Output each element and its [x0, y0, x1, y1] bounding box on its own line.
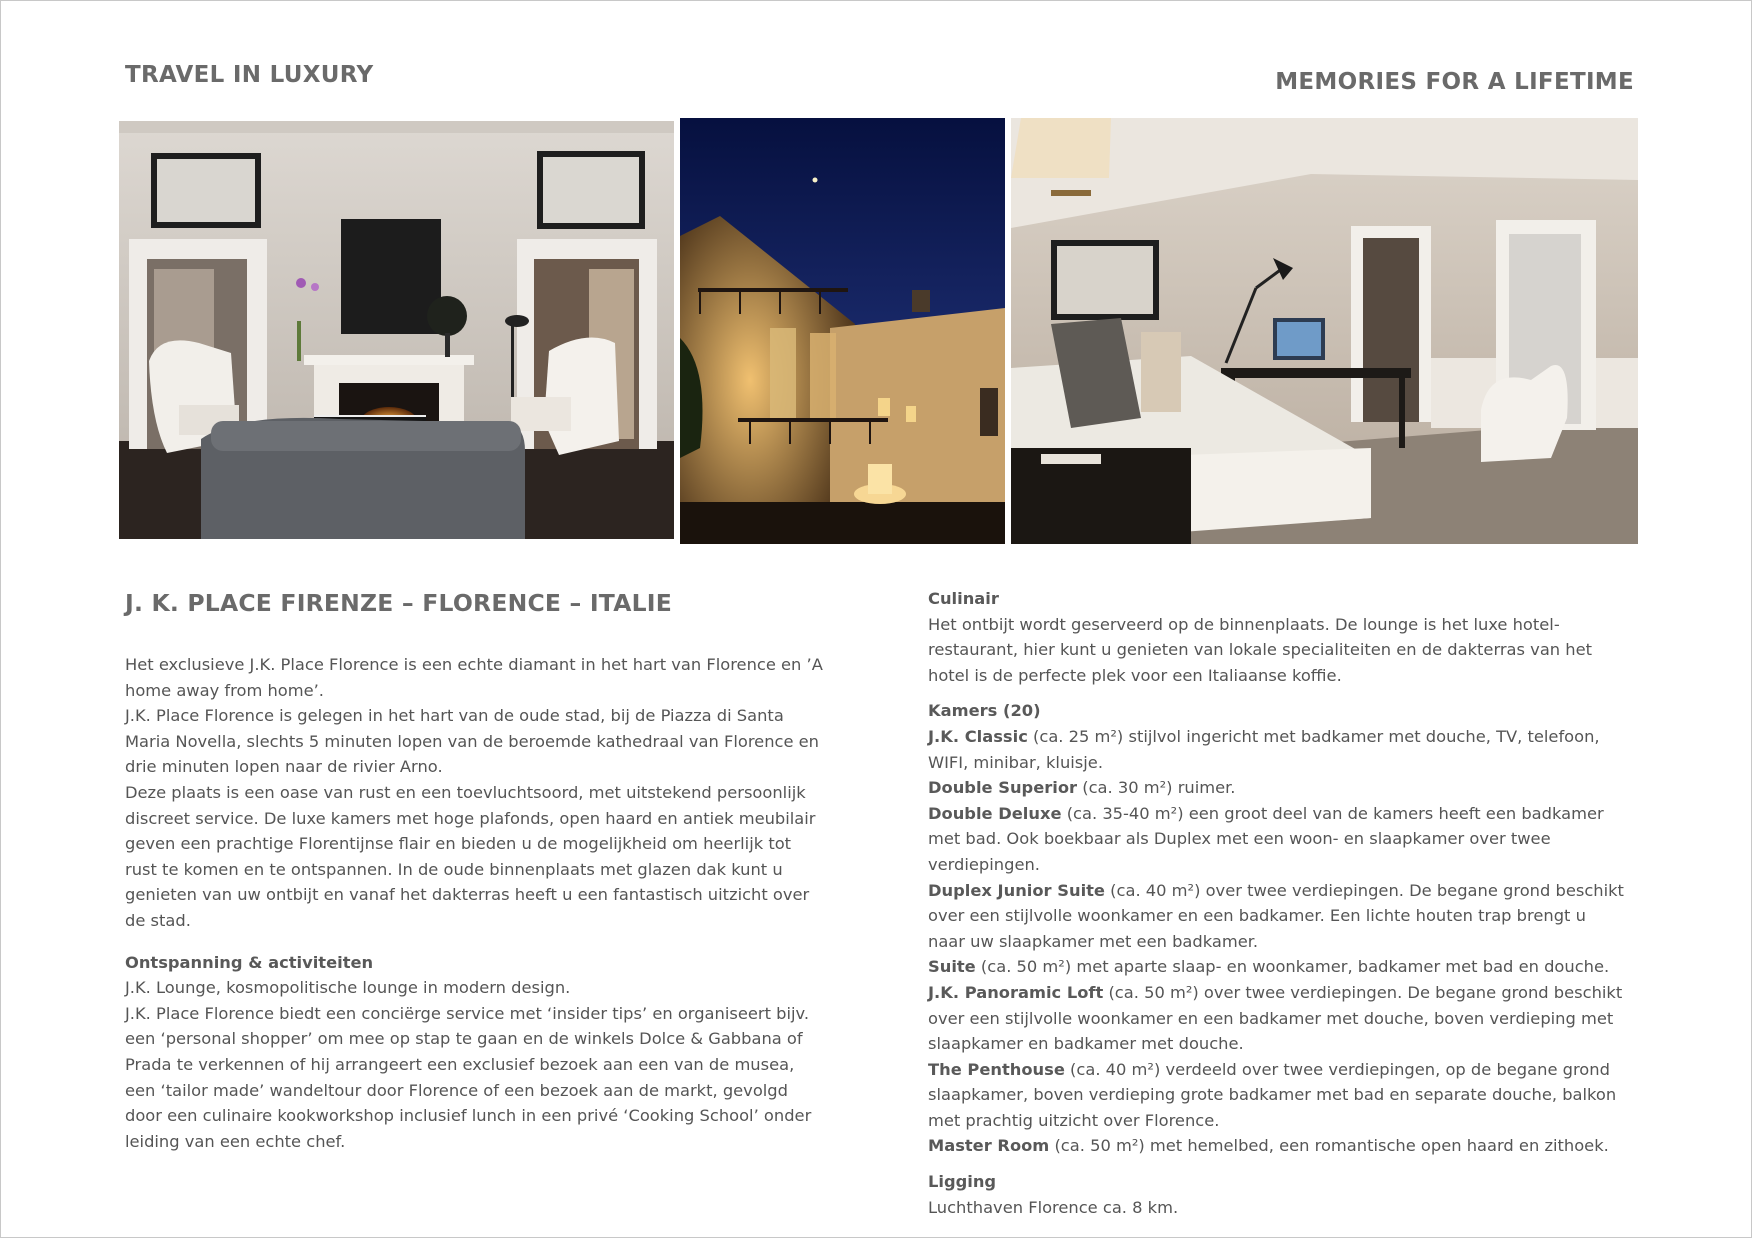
room-item — [928, 801, 1628, 878]
intro-paragraph-3: Deze plaats is een oase van rust en een toevluchtsoord, met uitstekend persoonlijk discreet service. De luxe kamers met hoge plafonds, open haard en antiek meubilair geven een prachtige Florentijnse flair en bieden u de mogelijkheid om heerlijk tot rust te komen en te ontspannen. In de oude binnenplaats met glazen dak kunt u genieten van uw ontbijt en vanaf het dakterras heeft u een fantastisch uitzicht over de stad. — [125, 782, 816, 930]
room-item — [928, 980, 1628, 1057]
room-description: (ca. 40 m²) over twee verdiepingen. De begane grond beschikt over een stijlvolle woonkamer en een badkamer. Een lichte houten trap brengt u naar uw slaapkamer met een badkamer. — [928, 880, 1624, 951]
room-description: (ca. 50 m²) over twee verdiepingen. De begane grond beschikt over een stijlvolle woonkamer en een badkamer met douche, boven verdieping met slaapkamer en badkamer met douche. — [928, 982, 1623, 1054]
header-tagline-right: MEMORIES FOR A LIFETIME — [1275, 69, 1634, 95]
room-description: (ca. 25 m²) stijlvol ingericht met badkamer met douche, TV, telefoon, WIFI, minibar, kluisje. — [928, 726, 1600, 772]
room-name: The Penthouse — [928, 1059, 1065, 1079]
room-description: (ca. 50 m²) met aparte slaap- en woonkamer, badkamer met bad en douche. — [975, 957, 1610, 977]
bedroom-photo — [1011, 118, 1638, 544]
room-name: Suite — [928, 957, 976, 977]
room-description: (ca. 35-40 m²) een groot deel van de kamers heeft een badkamer met bad. Ook boekbaar als Duplex met een woon- en slaapkamer over twee verdiepingen. — [928, 803, 1604, 874]
location-paragraph: Luchthaven Florence ca. 8 km. — [928, 1197, 1179, 1217]
left-column — [125, 588, 825, 1154]
room-description: (ca. 50 m²) met hemelbed, een romantische open haard en zithoek. — [1049, 1136, 1609, 1156]
hotel-title: J. K. PLACE FIRENZE – FLORENCE – ITALIE — [125, 589, 672, 617]
room-item — [928, 1133, 1628, 1159]
rooms-heading: Kamers (20) — [928, 701, 1041, 721]
header-tagline-left: TRAVEL IN LUXURY — [125, 62, 374, 88]
lounge-photo — [119, 121, 674, 539]
intro-paragraph-1: Het exclusieve J.K. Place Florence is een echte diamant in het hart van Florence en ’A home away from home’. — [125, 655, 823, 700]
room-item — [928, 1057, 1628, 1134]
room-name: Master Room — [928, 1136, 1050, 1156]
room-name: Double Deluxe — [928, 803, 1062, 823]
activities-paragraph-1: J.K. Lounge, kosmopolitische lounge in modern design. — [125, 978, 571, 998]
activities-heading: Ontspanning & activiteiten — [125, 952, 374, 972]
room-item — [928, 878, 1628, 955]
culinary-paragraph: Het ontbijt wordt geserveerd op de binnenplaats. De lounge is het luxe hotel-restaurant, hier kunt u genieten van lokale specialiteiten en de dakterras van het hotel is de perfecte plek voor een Italiaanse koffie. — [928, 614, 1593, 685]
room-name: Duplex Junior Suite — [928, 880, 1105, 900]
room-name: Double Superior — [928, 778, 1078, 798]
room-item — [928, 775, 1628, 801]
activities-paragraph-2: J.K. Place Florence biedt een conciërge service met ‘insider tips’ en organiseert bijv. een ‘personal shopper’ om mee op stap te gaan en de winkels Dolce & Gabbana of Prada te verkennen of hij arrangeert een exclusief bezoek aan een van de musea, een ‘tailor made’ wandeltour door Florence of een bezoek aan de markt, gevolgd door een culinaire kookworkshop inclusief lunch in een privé ‘Cooking School’ onder leiding van een echte chef. — [125, 1003, 812, 1151]
room-description: (ca. 40 m²) verdeeld over twee verdiepingen, op de begane grond slaapkamer, boven verdieping grote badkamer met bad en separate douche, balkon met prachtig uitzicht over Florence. — [928, 1059, 1617, 1130]
right-column — [928, 586, 1628, 1220]
room-description: (ca. 30 m²) ruimer. — [1077, 778, 1236, 798]
intro-paragraph-2: J.K. Place Florence is gelegen in het hart van de oude stad, bij de Piazza di Santa Maria Novella, slechts 5 minuten lopen van de beroemde kathedraal van Florence en drie minuten lopen naar de rivier Arno. — [125, 706, 819, 777]
room-item — [928, 954, 1628, 980]
terrace-night-photo — [680, 118, 1005, 544]
room-item — [928, 724, 1628, 775]
room-name: J.K. Panoramic Loft — [928, 982, 1104, 1002]
location-heading: Ligging — [928, 1172, 997, 1192]
room-name: J.K. Classic — [928, 726, 1028, 746]
culinary-heading: Culinair — [928, 589, 999, 608]
